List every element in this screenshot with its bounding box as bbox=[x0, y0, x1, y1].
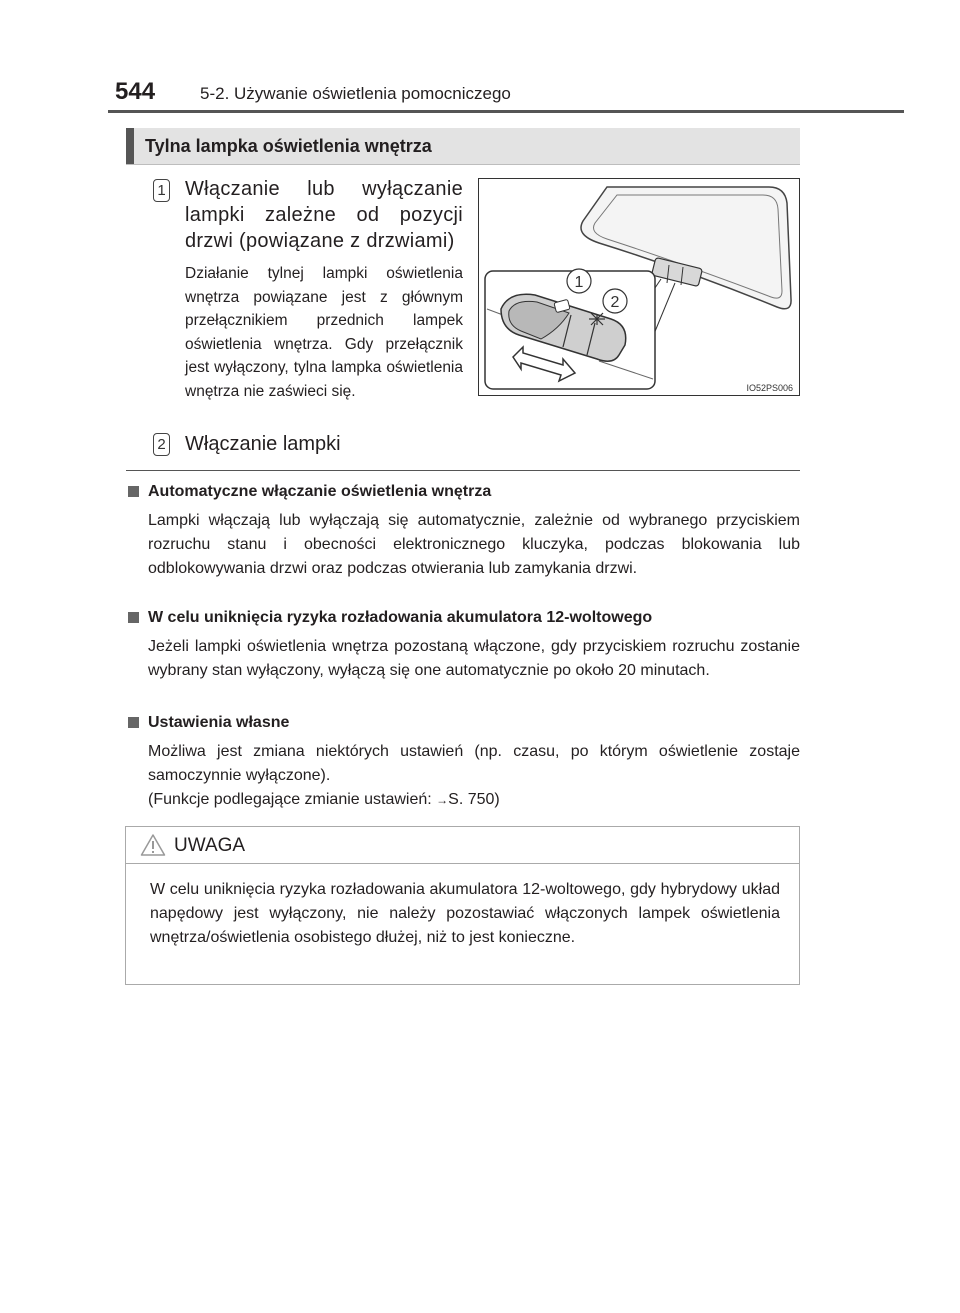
page-number: 544 bbox=[115, 78, 156, 105]
figure-code: IO52PS006 bbox=[746, 383, 793, 393]
note-body bbox=[148, 740, 800, 812]
running-title: 5-2. Używanie oświetlenia pomocniczego bbox=[200, 84, 511, 103]
header-rule bbox=[108, 110, 904, 113]
note-heading-text: W celu uniknięcia ryzyka rozładowania akumulatora 12-woltowego bbox=[148, 609, 653, 626]
note-body: Jeżeli lampki oświetlenia wnętrza pozostaną włączone, gdy przyciskiem rozruchu zostanie wybrany stan wyłączony, wyłączą się one automatycznie po około 20 minutach. bbox=[148, 638, 800, 679]
warning-triangle-icon bbox=[140, 833, 166, 857]
item-number-badge: 1 bbox=[153, 179, 170, 202]
note-heading bbox=[126, 607, 800, 629]
cross-reference-prefix: (Funkcje podlegające zmianie ustawień: bbox=[148, 791, 432, 808]
caution-header bbox=[126, 827, 799, 864]
section-title: Tylna lampka oświetlenia wnętrza bbox=[145, 136, 432, 156]
page-header bbox=[115, 78, 905, 110]
square-bullet-icon bbox=[128, 486, 139, 497]
rear-interior-light-illustration bbox=[478, 178, 800, 396]
note-body: Lampki włączają lub wyłączają się automatycznie, zależnie od wybranego przyciskiem rozruchu stanu i obecności elektronicznego kluczyka, podczas blokowania lub odblokowywania drzwi oraz podczas otwierania lub zamykania drzwi. bbox=[148, 512, 800, 577]
caution-box bbox=[125, 826, 800, 985]
note-block bbox=[126, 712, 800, 812]
note-heading-text: Automatyczne włączanie oświetlenia wnętrza bbox=[148, 483, 492, 500]
section-title-bar bbox=[126, 128, 800, 165]
caution-title: UWAGA bbox=[174, 835, 246, 856]
illustration-drawing bbox=[479, 179, 799, 395]
callout-1-label: 1 bbox=[574, 274, 584, 291]
arrow-right-icon: → bbox=[436, 793, 449, 807]
item-heading: Włączanie lub wyłączanie lampki zależne od pozycji drzwi (powiązane z drzwiami) bbox=[185, 178, 463, 252]
square-bullet-icon bbox=[128, 717, 139, 728]
item-number-badge: 2 bbox=[153, 433, 170, 456]
item-description: Działanie tylnej lampki oświetlenia wnętrza powiązane jest z głównym przełącznikiem przednich lampek oświetlenia wnętrza. Gdy przełącznik jest wyłączony, tylna lampka oświetlenia wnętrza nie zaświeci się. bbox=[185, 265, 463, 400]
note-heading bbox=[126, 712, 800, 734]
note-block bbox=[126, 607, 800, 683]
note-block bbox=[126, 481, 800, 581]
square-bullet-icon bbox=[128, 612, 139, 623]
section-marker bbox=[126, 128, 134, 164]
note-body-text: Możliwa jest zmiana niektórych ustawień (np. czasu, po którym oświetlenie zostaje samoczynnie wyłączone). bbox=[148, 743, 800, 784]
callout-2-label: 2 bbox=[610, 294, 620, 311]
item-heading: Włączanie lampki bbox=[185, 433, 341, 455]
caution-text: W celu uniknięcia ryzyka rozładowania akumulatora 12-woltowego, gdy hybrydowy układ napędowy jest wyłączony, nie należy pozostawiać włączonych lampek oświetlenia wnętrza/oświetlenia osobistego dłużej, niż to jest konieczne. bbox=[150, 881, 780, 946]
section-divider bbox=[126, 470, 800, 471]
note-heading bbox=[126, 481, 800, 503]
cross-reference-link[interactable]: S. 750) bbox=[448, 791, 500, 808]
note-heading-text: Ustawienia własne bbox=[148, 714, 290, 731]
